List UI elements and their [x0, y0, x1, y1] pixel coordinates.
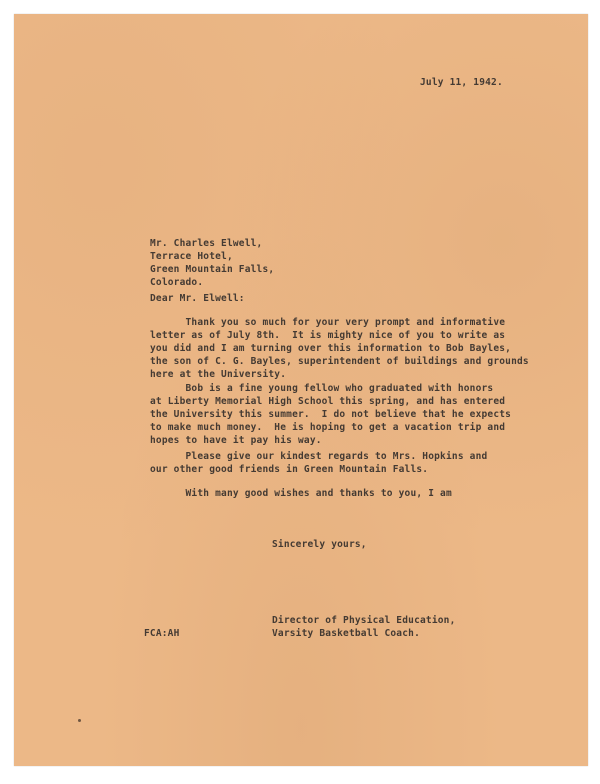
- paragraph-line: the University this summer. I do not believe that he expects: [150, 409, 512, 420]
- recipient-line: Green Mountain Falls,: [150, 264, 275, 275]
- body-paragraph: [150, 382, 511, 447]
- paragraph-line: here at the University.: [150, 369, 287, 380]
- paragraph-line: our other good friends in Green Mountain Falls.: [150, 464, 429, 475]
- body-paragraph: [150, 450, 487, 476]
- signoff: Sincerely yours,: [272, 539, 367, 550]
- recipient-line: Terrace Hotel,: [150, 251, 233, 262]
- letter-sheet: [14, 14, 588, 766]
- closing-line: With many good wishes and thanks to you, I am: [150, 488, 452, 499]
- recipient-line: Colorado.: [150, 277, 204, 288]
- paragraph-line: Bob is a fine young fellow who graduated with honors: [150, 383, 494, 394]
- paragraph-line: Please give our kindest regards to Mrs. Hopkins and: [150, 451, 488, 462]
- salutation: Dear Mr. Elwell:: [150, 293, 245, 304]
- letter-date: July 11, 1942.: [420, 77, 503, 88]
- recipient-address: [150, 237, 274, 289]
- signature-line: Director of Physical Education,: [272, 615, 456, 626]
- paragraph-line: to make much money. He is hoping to get a vacation trip and: [150, 422, 506, 433]
- body-paragraph: [150, 316, 529, 381]
- recipient-line: Mr. Charles Elwell,: [150, 238, 263, 249]
- paragraph-line: letter as of July 8th. It is mighty nice of you to write as: [150, 330, 506, 341]
- paragraph-line: you did and I am turning over this information to Bob Bayles,: [150, 343, 512, 354]
- signature-line: Varsity Basketball Coach.: [272, 628, 420, 639]
- signature-block: [272, 614, 456, 640]
- paragraph-line: Thank you so much for your very prompt and informative: [150, 317, 506, 328]
- paragraph-line: at Liberty Memorial High School this spring, and has entered: [150, 396, 506, 407]
- paragraph-line: hopes to have it pay his way.: [150, 435, 322, 446]
- paper-speck: [78, 719, 81, 722]
- typist-initials: FCA:AH: [144, 628, 180, 639]
- paragraph-line: the son of C. G. Bayles, superintendent of buildings and grounds: [150, 356, 529, 367]
